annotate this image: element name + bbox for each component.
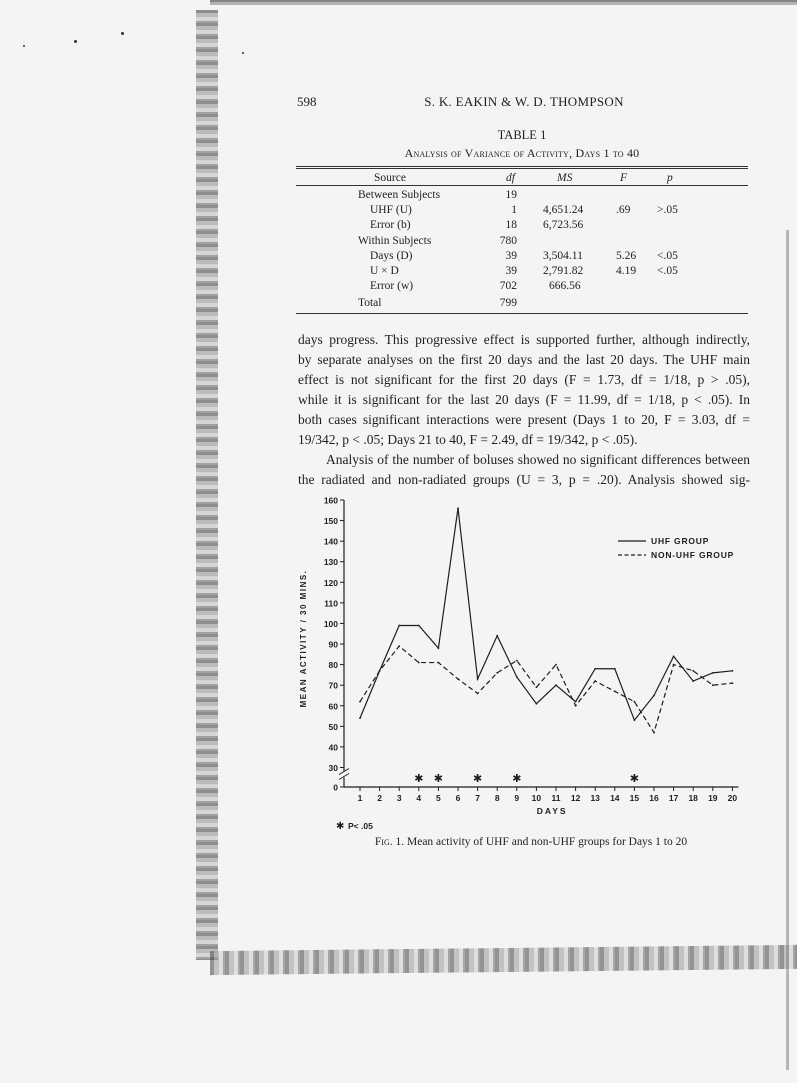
y-tick-label: 150 (323, 516, 338, 527)
figure-caption-text: Mean activity of UHF and non-UHF groups for Days 1 to 20 (406, 836, 688, 848)
significance-star: ✱ (433, 773, 444, 785)
scan-speck (23, 45, 25, 47)
x-tick-label: 1 (357, 793, 363, 803)
data-point (496, 672, 498, 674)
table-header-ms: MS (557, 172, 573, 184)
series-line-non-uhf (360, 646, 732, 732)
table-rule-top-double (296, 168, 748, 169)
data-point (634, 719, 636, 721)
x-tick-label: 19 (708, 793, 718, 803)
significance-note: P< .05 (348, 821, 373, 831)
cell-p: <.05 (657, 265, 678, 277)
page-number: 598 (297, 94, 317, 109)
data-point (692, 680, 694, 682)
cell-p: <.05 (657, 250, 678, 262)
figure-caption-label: Fig. 1. (374, 836, 405, 848)
table-row (296, 297, 748, 312)
y-tick-label: 160 (323, 495, 338, 506)
x-tick-label: 10 (531, 793, 542, 803)
significance-star: ✱ (414, 773, 424, 785)
significance-note-star: ✱ (336, 821, 345, 832)
cell-ms: 666.56 (549, 280, 581, 292)
significance-star: ✱ (512, 773, 522, 785)
scan-edge-right (786, 230, 789, 1070)
table-rule-header (296, 185, 748, 186)
data-point (398, 645, 400, 647)
scan-edge-top (210, 0, 797, 14)
cell-source: Error (b) (370, 219, 411, 231)
text-line: both cases significant interactions were present (Days 1 to 20, F = 3.03, df = (298, 412, 750, 427)
x-tick-label: 17 (668, 793, 679, 803)
text-line: while it is significant for the last 20 days (F = 11.99, df = 1/18, p < .05). In (298, 392, 750, 407)
text-line: the radiated and non-radiated groups (U = 3, p = .20). Analysis showed sig- (298, 472, 750, 487)
cell-df: 39 (505, 250, 517, 262)
y-tick-label: 90 (328, 639, 338, 650)
scan-speck (242, 52, 244, 54)
cell-source: Total (358, 297, 382, 309)
data-point (732, 670, 734, 672)
y-tick-label: 80 (328, 660, 338, 671)
table-row (296, 219, 748, 234)
x-tick-label: 12 (570, 793, 581, 803)
running-head: S. K. EAKIN & W. D. THOMPSON (424, 94, 624, 109)
data-point (634, 701, 636, 703)
y-tick-label: 140 (323, 536, 338, 547)
text-line: Analysis of the number of boluses showed no significant differences between (326, 452, 750, 467)
table-row (296, 250, 748, 265)
data-point (516, 676, 518, 678)
legend-label: UHF GROUP (651, 536, 710, 546)
y-tick-label: 110 (324, 598, 338, 609)
cell-source: U × D (370, 265, 399, 277)
data-point (692, 670, 694, 672)
x-tick-label: 13 (590, 793, 600, 803)
body-paragraph (298, 330, 750, 450)
data-point (653, 732, 655, 734)
data-point (359, 701, 361, 703)
cell-df: 19 (505, 189, 517, 201)
x-tick-label: 8 (494, 793, 500, 803)
figure-1 (296, 492, 766, 832)
figure-caption (296, 836, 766, 848)
cell-f: 5.26 (616, 250, 637, 262)
cell-df: 39 (505, 265, 517, 277)
cell-ms: 4,651.24 (543, 204, 584, 216)
y-tick-label: 60 (328, 701, 338, 712)
data-point (712, 672, 714, 674)
data-point (516, 660, 518, 662)
text-line: days progress. This progressive effect is supported further, although indirectly, (298, 332, 750, 347)
data-point (477, 693, 479, 695)
x-tick-label: 5 (436, 793, 441, 803)
data-point (438, 647, 440, 649)
cell-source: Days (D) (370, 250, 413, 262)
y-tick-label: 50 (328, 721, 338, 732)
x-axis-title: DAYS (536, 806, 568, 816)
y-tick-label: 100 (323, 618, 338, 629)
table-row (296, 235, 748, 250)
data-point (594, 668, 596, 670)
data-point (732, 682, 734, 684)
x-tick-label: 2 (377, 793, 382, 803)
data-point (536, 686, 538, 688)
cell-source: Within Subjects (358, 235, 432, 247)
data-point (418, 662, 420, 664)
y-tick-label: 30 (328, 763, 338, 773)
data-point (379, 670, 381, 672)
data-point (614, 668, 616, 670)
scan-edge-left (196, 10, 218, 960)
cell-ms: 3,504.11 (543, 250, 583, 262)
y-tick-label: 70 (328, 680, 338, 691)
cell-source: Between Subjects (358, 189, 441, 201)
x-tick-label: 20 (727, 793, 738, 803)
data-point (712, 684, 714, 686)
data-point (673, 664, 675, 666)
data-point (418, 625, 420, 627)
x-tick-label: 15 (629, 793, 640, 803)
y-tick-label: 120 (323, 577, 338, 588)
data-point (398, 625, 400, 627)
y-tick-label: 40 (328, 742, 338, 753)
data-point (496, 635, 498, 637)
x-tick-label: 18 (688, 793, 698, 803)
body-paragraph (298, 450, 750, 490)
x-tick-label: 11 (551, 793, 561, 803)
data-point (575, 701, 577, 703)
legend-label: NON-UHF GROUP (651, 550, 735, 560)
x-tick-label: 9 (514, 793, 520, 803)
cell-df: 702 (499, 280, 517, 292)
table-row (296, 265, 748, 280)
text-line: 19/342, p < .05; Days 21 to 40, F = 2.49, df = 19/342, p < .05). (298, 432, 638, 447)
cell-source: Error (w) (370, 280, 414, 292)
table-rule-top (296, 166, 748, 167)
cell-ms: 6,723.56 (543, 219, 584, 231)
y-tick-label: 130 (323, 557, 338, 568)
cell-f: 4.19 (616, 265, 637, 277)
activity-line-chart (296, 492, 766, 832)
x-tick-label: 6 (455, 793, 461, 803)
x-tick-label: 14 (610, 793, 620, 803)
cell-df: 1 (511, 204, 517, 216)
text-line: effect is not significant for the first 20 days (F = 1.73, df = 1/18, p > .05), (298, 372, 750, 387)
x-tick-label: 3 (396, 793, 402, 803)
data-point (555, 684, 557, 686)
x-tick-label: 16 (649, 793, 659, 803)
data-point (477, 678, 479, 680)
text-line: by separate analyses on the first 20 days and the last 20 days. The UHF main (298, 352, 750, 367)
data-point (457, 507, 459, 509)
x-tick-label: 4 (416, 793, 422, 803)
table-header-df: df (506, 172, 515, 184)
table-header-source: Source (374, 172, 406, 184)
data-point (575, 705, 577, 707)
cell-f: .69 (616, 204, 631, 216)
scan-edge-bottom (210, 945, 797, 975)
table-header-p: p (667, 172, 673, 184)
data-point (438, 662, 440, 664)
table-label: TABLE 1 (497, 128, 547, 142)
significance-star: ✱ (472, 773, 483, 785)
x-tick-label: 7 (475, 793, 480, 803)
data-point (673, 655, 675, 657)
scan-speck (121, 32, 124, 35)
table-rule-bottom (296, 313, 748, 314)
scan-speck (74, 40, 77, 43)
table-row (296, 189, 748, 204)
y-tick-label: 0 (333, 782, 338, 793)
data-point (457, 678, 459, 680)
table-header-f: F (620, 172, 628, 184)
data-point (536, 703, 538, 705)
data-point (653, 695, 655, 697)
cell-df: 18 (505, 219, 517, 231)
cell-df: 799 (499, 297, 517, 309)
y-axis-title: MEAN ACTIVITY / 30 MINS. (299, 569, 308, 708)
data-point (359, 717, 361, 719)
significance-star: ✱ (629, 773, 640, 785)
table-row (296, 280, 748, 295)
data-point (555, 664, 557, 666)
data-point (614, 690, 616, 692)
cell-ms: 2,791.82 (543, 265, 584, 277)
cell-source: UHF (U) (370, 204, 412, 216)
data-point (594, 680, 596, 682)
table-title: Analysis of Variance of Activity, Days 1 to 40 (404, 146, 640, 160)
table-row (296, 204, 748, 219)
cell-p: >.05 (657, 204, 678, 216)
cell-df: 780 (499, 235, 517, 247)
